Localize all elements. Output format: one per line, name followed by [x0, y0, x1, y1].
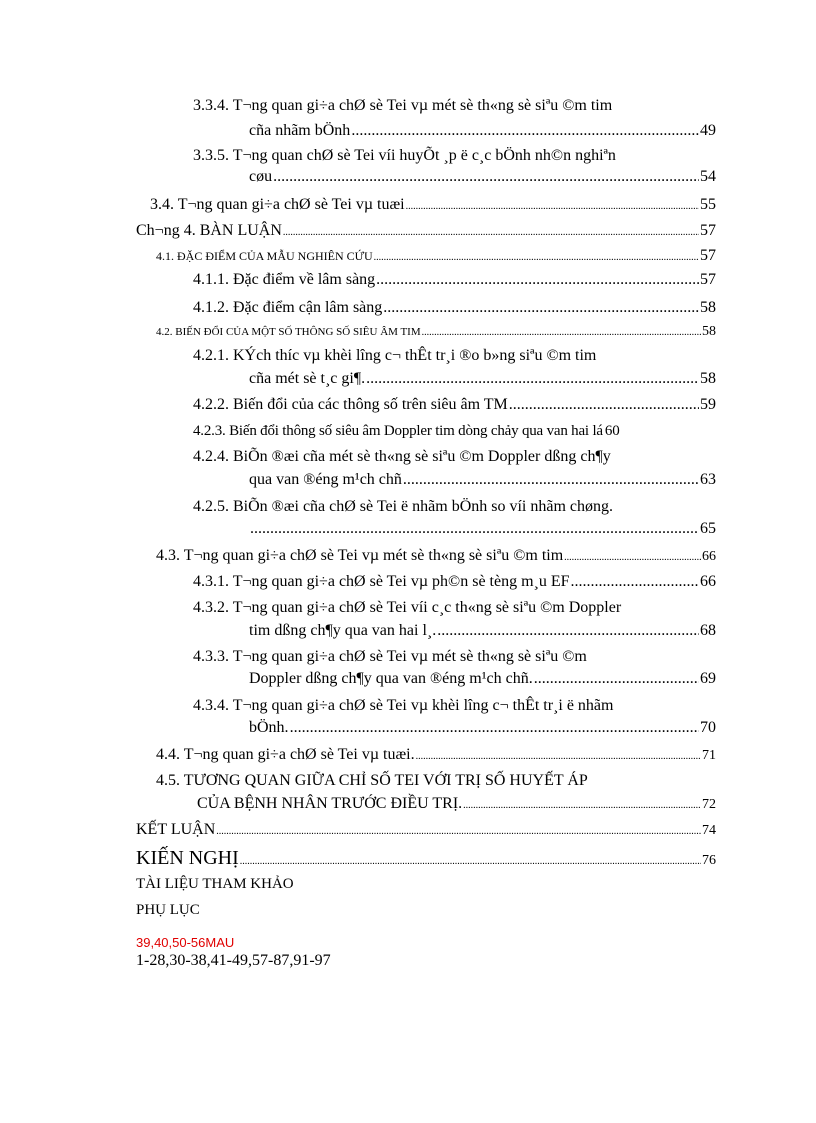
- toc-entry-4-2-4[interactable]: [193, 447, 611, 467]
- toc-entry-4-3[interactable]: [156, 546, 716, 568]
- toc-page-number: 58: [702, 324, 716, 339]
- toc-entry-4-3-4[interactable]: [193, 696, 613, 716]
- toc-entry-3-3-5-cont[interactable]: [249, 167, 716, 187]
- dot-leader: [283, 223, 699, 243]
- toc-entry-4-5[interactable]: [156, 771, 588, 791]
- toc-entry-3-4[interactable]: [150, 195, 716, 217]
- toc-page-number: 59: [700, 396, 716, 413]
- toc-entry-title-cont: bÖnh.: [249, 719, 289, 736]
- toc-entry-title-cont: qua van ®éng m¹ch chñ: [249, 471, 402, 488]
- toc-entry-4-2[interactable]: [156, 322, 716, 343]
- toc-entry-4-3-2[interactable]: [193, 598, 621, 618]
- dot-leader: [437, 621, 699, 641]
- toc-page-number: 55: [700, 196, 716, 213]
- toc-entry-3-3-4-cont[interactable]: [249, 121, 716, 141]
- dot-leader: [509, 395, 699, 415]
- toc-entry-4-5-cont[interactable]: [197, 794, 716, 816]
- toc-entry-kien-nghi[interactable]: [136, 846, 716, 874]
- toc-page-number: 66: [702, 549, 716, 564]
- toc-page-number: 71: [702, 748, 716, 763]
- dot-leader: [463, 796, 701, 816]
- dot-leader: [273, 167, 699, 187]
- toc-page-number: 66: [700, 573, 716, 590]
- toc-page-number: 72: [702, 797, 716, 812]
- toc-entry-title: 4.3.3. T¬ng quan gi÷a chØ sè Tei vµ mét sè th«ng sè siªu ©m: [193, 648, 587, 665]
- appendix-label: PHỤ LỤC: [136, 902, 200, 918]
- toc-entry-title: KẾT LUẬN: [136, 821, 216, 838]
- toc-entry-4-3-2-cont[interactable]: [249, 621, 716, 641]
- toc-page-number: 54: [700, 168, 716, 185]
- toc-entry-4-1-1[interactable]: [193, 270, 716, 290]
- toc-entry-title: 4.1.1. Đặc điểm về lâm sàng: [193, 271, 376, 288]
- toc-entry-4-2-1[interactable]: [193, 346, 596, 366]
- toc-entry-4-2-4-cont[interactable]: [249, 470, 716, 490]
- toc-entry-4-4[interactable]: [156, 745, 716, 767]
- toc-page-number: 57: [700, 247, 716, 264]
- references-heading[interactable]: [136, 874, 294, 894]
- dot-leader: [351, 121, 699, 141]
- toc-entry-4-3-3[interactable]: [193, 647, 587, 667]
- toc-entry-title: 4.2.5. BiÕn ®æi cña chØ sè Tei ë nhãm bÖnh so víi nhãm chøng.: [193, 498, 614, 515]
- toc-page-number: 74: [702, 823, 716, 838]
- toc-page-number: 69: [700, 670, 716, 687]
- toc-entry-chuong-4[interactable]: [136, 221, 716, 243]
- dot-leader: [374, 248, 699, 268]
- toc-entry-3-3-4[interactable]: [193, 96, 612, 116]
- toc-entry-4-1[interactable]: [156, 246, 716, 268]
- dot-leader: [290, 718, 699, 738]
- toc-entry-title-cont: Doppler dßng ch¶y qua van ®éng m¹ch chñ.: [249, 670, 533, 687]
- toc-entry-title: 4.3. T¬ng quan gi÷a chØ sè Tei vµ mét sè th«ng sè siªu ©m tim: [156, 547, 564, 564]
- toc-page-number: 60: [604, 423, 620, 439]
- toc-entry-4-2-3[interactable]: [193, 421, 716, 441]
- toc-entry-title: Ch¬ng 4. BÀN LUẬN: [136, 222, 282, 239]
- toc-entry-title-cont: cña mét sè t¸c gi¶.: [249, 370, 366, 387]
- toc-entry-4-1-2[interactable]: [193, 298, 716, 318]
- toc-entry-title: 4.2. BIẾN ĐỔI CỦA MỘT SỐ THÔNG SỐ SIÊU ÂM TIM: [156, 326, 421, 338]
- toc-entry-4-2-1-cont[interactable]: [249, 369, 716, 389]
- note-pages: 1-28,30-38,41-49,57-87,91-97: [136, 952, 331, 969]
- dot-leader: [564, 548, 701, 568]
- toc-entry-title: KIẾN NGHỊ: [136, 847, 239, 869]
- toc-page-number: 58: [700, 370, 716, 387]
- toc-entry-title: 4.4. T¬ng quan gi÷a chØ sè Tei vµ tuæi.: [156, 746, 415, 763]
- toc-entry-4-3-4-cont[interactable]: [249, 718, 716, 738]
- toc-entry-4-2-5[interactable]: [193, 497, 613, 517]
- toc-entry-4-2-2[interactable]: [193, 395, 716, 415]
- dot-leader: [422, 323, 701, 343]
- toc-page-number: 57: [700, 271, 716, 288]
- toc-page-number: 68: [700, 622, 716, 639]
- toc-page-number: 70: [700, 719, 716, 736]
- dot-leader: [571, 572, 699, 592]
- toc-entry-title-cont: cña nhãm bÖnh: [249, 122, 351, 139]
- toc-entry-4-3-1[interactable]: [193, 572, 716, 592]
- toc-page-number: 65: [700, 520, 716, 537]
- toc-entry-4-2-5-cont[interactable]: [249, 519, 716, 539]
- dot-leader: [383, 298, 699, 318]
- appendix-heading[interactable]: [136, 900, 200, 920]
- toc-entry-title: 4.1. ĐẶC ĐIỂM CỦA MẪU NGHIÊN CỨU: [156, 249, 373, 263]
- toc-page-number: 58: [700, 299, 716, 316]
- note-red: 39,40,50-56MAU: [136, 935, 235, 950]
- dot-leader: [250, 519, 699, 539]
- toc-page-number: 76: [702, 853, 716, 868]
- toc-entry-title-cont: CỦA BỆNH NHÂN TRƯỚC ĐIỀU TRỊ.: [197, 795, 463, 812]
- toc-entry-title: 4.3.1. T¬ng quan gi÷a chØ sè Tei vµ ph©n sè tèng m¸u EF: [193, 573, 570, 590]
- toc-entry-title: 4.1.2. Đặc điểm cận lâm sàng: [193, 299, 383, 316]
- dot-leader: [416, 747, 701, 767]
- toc-entry-title: 3.4. T¬ng quan gi÷a chØ sè Tei vµ tuæi: [150, 196, 405, 213]
- toc-entry-title-cont: tim dßng ch¶y qua van hai l¸.: [249, 622, 437, 639]
- dot-leader: [376, 270, 699, 290]
- toc-entry-title: 4.2.2. Biến đổi của các thông số trên siêu âm TM: [193, 396, 508, 413]
- dot-leader: [403, 470, 699, 490]
- toc-page-number: 57: [700, 222, 716, 239]
- toc-entry-title: 3.3.4. T¬ng quan gi÷a chØ sè Tei vµ mét sè th«ng sè siªu ©m tim: [193, 97, 613, 114]
- toc-entry-title: 4.3.2. T¬ng quan gi÷a chØ sè Tei víi c¸c th«ng sè siªu ©m Doppler: [193, 599, 622, 616]
- toc-entry-ket-luan[interactable]: [136, 820, 716, 842]
- dot-leader: [366, 369, 699, 389]
- dot-leader: [534, 669, 699, 689]
- dot-leader: [240, 850, 701, 874]
- toc-entry-title-cont: cøu: [249, 168, 273, 185]
- toc-page-number: 63: [700, 471, 716, 488]
- dot-leader: [216, 822, 701, 842]
- references-label: TÀI LIỆU THAM KHẢO: [136, 876, 294, 892]
- toc-entry-title: 4.2.3. Biến đổi thông số siêu âm Doppler tim dòng chảy qua van hai lá: [193, 423, 603, 439]
- toc-entry-3-3-5[interactable]: [193, 146, 616, 166]
- toc-page-number: 49: [700, 122, 716, 139]
- toc-entry-title: 4.2.1. KÝch thíc vµ khèi lîng c¬ thÊt tr¸i ®o b»ng siªu ©m tim: [193, 347, 597, 364]
- toc-entry-title: 4.5. TƯƠNG QUAN GIỮA CHỈ SỐ TEI VỚI TRỊ SỐ HUYẾT ÁP: [156, 772, 588, 789]
- dot-leader: [406, 197, 699, 217]
- toc-entry-title: 4.2.4. BiÕn ®æi cña mét sè th«ng sè siªu ©m Doppler dßng ch¶y: [193, 448, 611, 465]
- toc-entry-4-3-3-cont[interactable]: [249, 669, 716, 689]
- toc-entry-title: 3.3.5. T¬ng quan chØ sè Tei víi huyÕt ¸p ë c¸c bÖnh nh©n nghiªn: [193, 147, 616, 164]
- toc-entry-title: 4.3.4. T¬ng quan gi÷a chØ sè Tei vµ khèi lîng c¬ thÊt tr¸i ë nhãm: [193, 697, 614, 714]
